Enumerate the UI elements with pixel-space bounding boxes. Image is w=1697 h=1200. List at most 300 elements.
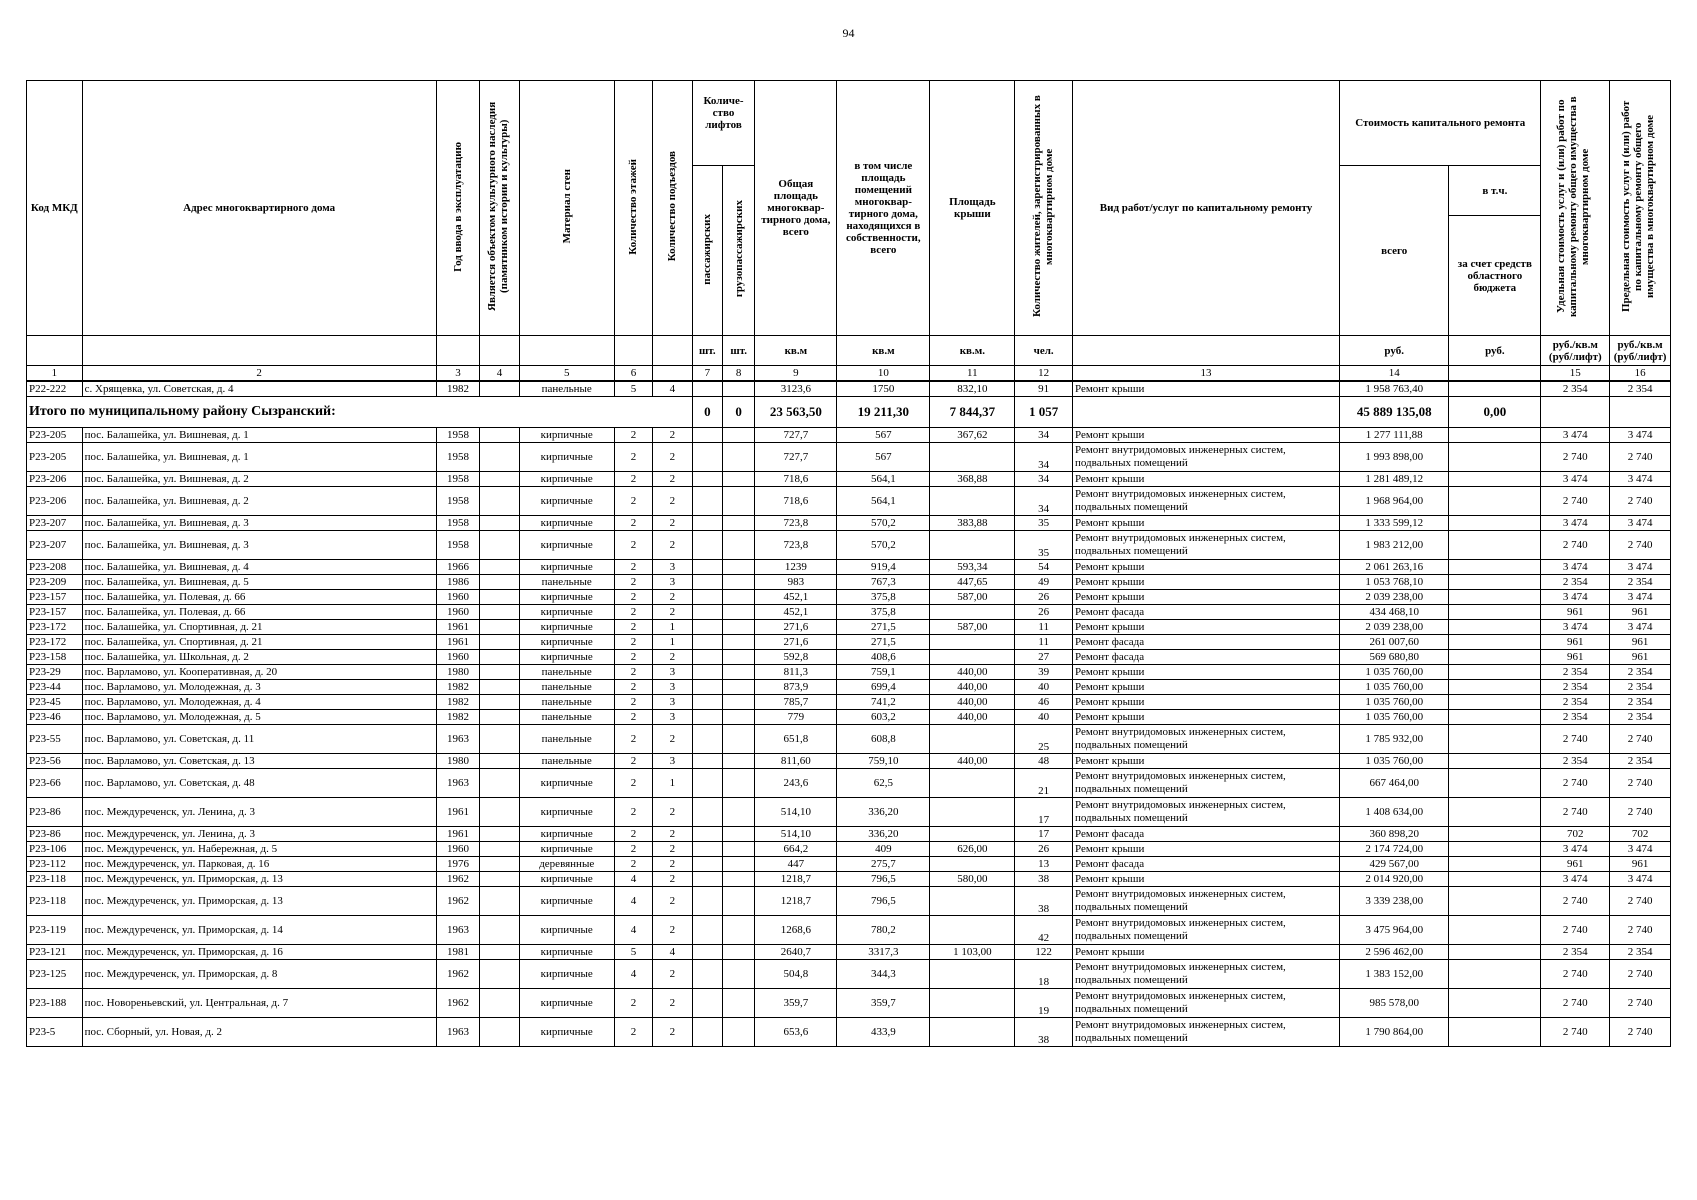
- cell-owned: 741,2: [837, 695, 930, 710]
- cell-lifts-cargo: [723, 695, 755, 710]
- column-number: 5: [519, 366, 614, 382]
- cell-floors: 2: [614, 575, 652, 590]
- cell-lifts-pass: [692, 798, 722, 827]
- header-lifts-cargo: грузопассажирских: [723, 166, 755, 336]
- cell-heritage: [480, 1018, 519, 1047]
- cell-unit: 3 474: [1541, 516, 1610, 531]
- cell-floors: 4: [614, 887, 652, 916]
- cell-regional: [1449, 560, 1541, 575]
- cell-heritage: [480, 560, 519, 575]
- cell-max: 2 740: [1610, 487, 1671, 516]
- cell-lifts-pass: [692, 769, 722, 798]
- cell-roof: [930, 1018, 1015, 1047]
- cell-heritage: [480, 916, 519, 945]
- column-number: 14: [1340, 366, 1449, 382]
- cell-year: 1960: [436, 605, 480, 620]
- cell-residents: 17: [1015, 827, 1073, 842]
- cell-code: Р23-86: [27, 827, 83, 842]
- cell-max: 2 740: [1610, 989, 1671, 1018]
- cell-lifts-cargo: [723, 754, 755, 769]
- cell-heritage: [480, 857, 519, 872]
- cell-code: Р23-29: [27, 665, 83, 680]
- cell-lifts-cargo: [723, 945, 755, 960]
- cell-roof: 587,00: [930, 620, 1015, 635]
- cell-floors: 2: [614, 472, 652, 487]
- cell-roof: [930, 725, 1015, 754]
- cell-unit: 2 354: [1541, 945, 1610, 960]
- cell-work: Ремонт внутридомовых инженерных систем, подвальных помещений: [1072, 916, 1339, 945]
- cell-year: 1960: [436, 590, 480, 605]
- cell-residents: 46: [1015, 695, 1073, 710]
- cell-residents: 91: [1015, 381, 1073, 397]
- cell-lifts-cargo: [723, 381, 755, 397]
- unit-empty: [614, 336, 652, 366]
- cell-entrances: 3: [653, 575, 692, 590]
- cell-unit: 961: [1541, 605, 1610, 620]
- cell-residents: 40: [1015, 680, 1073, 695]
- cell-regional: [1449, 680, 1541, 695]
- column-number: 6: [614, 366, 652, 382]
- header-roof-area: Площадь крыши: [930, 81, 1015, 336]
- cell-residents: 19: [1015, 989, 1073, 1018]
- cell-year: 1961: [436, 798, 480, 827]
- cell-entrances: 2: [653, 1018, 692, 1047]
- cell-area: 1268,6: [755, 916, 837, 945]
- cell-entrances: 2: [653, 516, 692, 531]
- table-row: [27, 665, 1671, 680]
- column-number: 9: [755, 366, 837, 382]
- table-row: [27, 857, 1671, 872]
- cell-heritage: [480, 590, 519, 605]
- cell-roof: 440,00: [930, 754, 1015, 769]
- total-empty: [1610, 397, 1671, 428]
- cell-area: 447: [755, 857, 837, 872]
- cell-entrances: 3: [653, 560, 692, 575]
- table-row: [27, 531, 1671, 560]
- cell-year: 1962: [436, 989, 480, 1018]
- cell-floors: 4: [614, 872, 652, 887]
- cell-area: 359,7: [755, 989, 837, 1018]
- cell-lifts-cargo: [723, 560, 755, 575]
- cell-roof: 383,88: [930, 516, 1015, 531]
- table-row: [27, 872, 1671, 887]
- cell-owned: 375,8: [837, 605, 930, 620]
- cell-unit: 3 474: [1541, 590, 1610, 605]
- cell-wall: кирпичные: [519, 620, 614, 635]
- column-number: 15: [1541, 366, 1610, 382]
- cell-code: Р22-222: [27, 381, 83, 397]
- cell-max: 2 354: [1610, 381, 1671, 397]
- cell-year: 1960: [436, 842, 480, 857]
- cell-work: Ремонт фасада: [1072, 635, 1339, 650]
- cell-regional: [1449, 872, 1541, 887]
- cell-entrances: 2: [653, 443, 692, 472]
- cell-work: Ремонт фасада: [1072, 857, 1339, 872]
- cell-wall: кирпичные: [519, 887, 614, 916]
- cell-unit: 2 740: [1541, 798, 1610, 827]
- cell-regional: [1449, 1018, 1541, 1047]
- cell-max: 3 474: [1610, 516, 1671, 531]
- table-row: [27, 428, 1671, 443]
- cell-address: пос. Междуреченск, ул. Приморская, д. 8: [82, 960, 436, 989]
- cell-lifts-pass: [692, 487, 722, 516]
- column-number: 13: [1072, 366, 1339, 382]
- cell-floors: 2: [614, 680, 652, 695]
- cell-area: 727,7: [755, 443, 837, 472]
- cell-max: 961: [1610, 650, 1671, 665]
- unit-roof-area: кв.м.: [930, 336, 1015, 366]
- cell-area: 514,10: [755, 798, 837, 827]
- cell-heritage: [480, 472, 519, 487]
- cell-lifts-pass: [692, 710, 722, 725]
- cell-residents: 34: [1015, 487, 1073, 516]
- cell-year: 1976: [436, 857, 480, 872]
- cell-area: 514,10: [755, 827, 837, 842]
- cell-address: пос. Балашейка, ул. Школьная, д. 2: [82, 650, 436, 665]
- cell-residents: 39: [1015, 665, 1073, 680]
- cell-wall: кирпичные: [519, 590, 614, 605]
- cell-code: Р23-205: [27, 443, 83, 472]
- cell-year: 1982: [436, 381, 480, 397]
- cell-regional: [1449, 487, 1541, 516]
- cell-floors: 2: [614, 560, 652, 575]
- cell-unit: 2 740: [1541, 1018, 1610, 1047]
- cell-wall: панельные: [519, 680, 614, 695]
- cell-residents: 35: [1015, 516, 1073, 531]
- cell-code: Р23-207: [27, 516, 83, 531]
- cell-work: Ремонт фасада: [1072, 827, 1339, 842]
- cell-entrances: 2: [653, 605, 692, 620]
- cell-floors: 2: [614, 635, 652, 650]
- cell-area: 504,8: [755, 960, 837, 989]
- table-row: [27, 487, 1671, 516]
- header-residents: Количество жителей, зарегистрированных в многоквартирном доме: [1015, 81, 1073, 336]
- cell-heritage: [480, 960, 519, 989]
- cell-code: Р23-157: [27, 590, 83, 605]
- cell-address: пос. Балашейка, ул. Вишневая, д. 3: [82, 516, 436, 531]
- cell-floors: 2: [614, 443, 652, 472]
- unit-empty: [519, 336, 614, 366]
- cell-max: 3 474: [1610, 842, 1671, 857]
- cell-address: пос. Балашейка, ул. Спортивная, д. 21: [82, 620, 436, 635]
- cell-entrances: 3: [653, 695, 692, 710]
- cell-heritage: [480, 635, 519, 650]
- cell-floors: 2: [614, 769, 652, 798]
- cell-unit: 3 474: [1541, 560, 1610, 575]
- cell-floors: 2: [614, 798, 652, 827]
- cell-owned: 564,1: [837, 472, 930, 487]
- total-lifts-pass: 0: [692, 397, 722, 428]
- cell-year: 1958: [436, 516, 480, 531]
- header-cost-regional: за счет средств областного бюджета: [1449, 216, 1541, 336]
- cell-unit: 2 740: [1541, 887, 1610, 916]
- cell-residents: 21: [1015, 769, 1073, 798]
- table-row: [27, 620, 1671, 635]
- cell-wall: панельные: [519, 725, 614, 754]
- cell-wall: кирпичные: [519, 443, 614, 472]
- cell-regional: [1449, 725, 1541, 754]
- cell-heritage: [480, 516, 519, 531]
- cell-heritage: [480, 872, 519, 887]
- cell-lifts-pass: [692, 590, 722, 605]
- cell-work: Ремонт внутридомовых инженерных систем, подвальных помещений: [1072, 725, 1339, 754]
- cell-regional: [1449, 381, 1541, 397]
- cell-code: Р23-206: [27, 472, 83, 487]
- column-number: 2: [82, 366, 436, 382]
- cell-roof: 593,34: [930, 560, 1015, 575]
- cell-code: Р23-46: [27, 710, 83, 725]
- table-row: [27, 754, 1671, 769]
- cell-roof: 626,00: [930, 842, 1015, 857]
- cell-lifts-pass: [692, 989, 722, 1018]
- cell-max: 961: [1610, 635, 1671, 650]
- cell-unit: 2 354: [1541, 754, 1610, 769]
- cell-work: Ремонт крыши: [1072, 560, 1339, 575]
- cell-residents: 11: [1015, 620, 1073, 635]
- cell-lifts-pass: [692, 1018, 722, 1047]
- cell-wall: панельные: [519, 381, 614, 397]
- cell-floors: 2: [614, 531, 652, 560]
- header-incl: в т.ч.: [1449, 166, 1541, 216]
- cell-residents: 26: [1015, 590, 1073, 605]
- cell-wall: кирпичные: [519, 560, 614, 575]
- table-row: [27, 575, 1671, 590]
- cell-wall: кирпичные: [519, 1018, 614, 1047]
- cell-lifts-pass: [692, 560, 722, 575]
- cell-work: Ремонт фасада: [1072, 605, 1339, 620]
- cell-owned: 767,3: [837, 575, 930, 590]
- table-row: [27, 725, 1671, 754]
- cell-unit: 2 740: [1541, 725, 1610, 754]
- cell-residents: 54: [1015, 560, 1073, 575]
- cell-lifts-pass: [692, 605, 722, 620]
- cell-floors: 2: [614, 428, 652, 443]
- cell-year: 1981: [436, 945, 480, 960]
- cell-entrances: 2: [653, 472, 692, 487]
- table-row: [27, 1018, 1671, 1047]
- cell-owned: 271,5: [837, 635, 930, 650]
- cell-entrances: 3: [653, 665, 692, 680]
- cell-year: 1962: [436, 887, 480, 916]
- table-row: [27, 916, 1671, 945]
- cell-work: Ремонт внутридомовых инженерных систем, подвальных помещений: [1072, 960, 1339, 989]
- cell-area: 873,9: [755, 680, 837, 695]
- cell-wall: кирпичные: [519, 605, 614, 620]
- page-number: 94: [842, 26, 855, 40]
- cell-owned: 780,2: [837, 916, 930, 945]
- cell-residents: 122: [1015, 945, 1073, 960]
- cell-entrances: 2: [653, 887, 692, 916]
- cell-work: Ремонт крыши: [1072, 695, 1339, 710]
- cell-heritage: [480, 620, 519, 635]
- cell-address: пос. Варламово, ул. Советская, д. 11: [82, 725, 436, 754]
- cell-address: с. Хрящевка, ул. Советская, д. 4: [82, 381, 436, 397]
- cell-lifts-cargo: [723, 1018, 755, 1047]
- cell-unit: 2 354: [1541, 680, 1610, 695]
- cell-heritage: [480, 754, 519, 769]
- cell-work: Ремонт внутридомовых инженерных систем, подвальных помещений: [1072, 531, 1339, 560]
- cell-entrances: 2: [653, 650, 692, 665]
- cell-lifts-pass: [692, 945, 722, 960]
- cell-floors: 2: [614, 710, 652, 725]
- cell-heritage: [480, 665, 519, 680]
- cell-area: 664,2: [755, 842, 837, 857]
- cell-owned: 433,9: [837, 1018, 930, 1047]
- cell-code: Р23-172: [27, 620, 83, 635]
- table-header: [27, 81, 1671, 382]
- total-empty: [1072, 397, 1339, 428]
- cell-regional: [1449, 620, 1541, 635]
- cell-code: Р23-158: [27, 650, 83, 665]
- cell-entrances: 3: [653, 680, 692, 695]
- cell-lifts-pass: [692, 472, 722, 487]
- cell-work: Ремонт фасада: [1072, 650, 1339, 665]
- cell-heritage: [480, 443, 519, 472]
- cell-work: Ремонт внутридомовых инженерных систем, подвальных помещений: [1072, 887, 1339, 916]
- cell-work: Ремонт крыши: [1072, 472, 1339, 487]
- cell-lifts-pass: [692, 680, 722, 695]
- cell-entrances: 2: [653, 916, 692, 945]
- cell-entrances: 2: [653, 725, 692, 754]
- cell-area: 452,1: [755, 590, 837, 605]
- cell-heritage: [480, 695, 519, 710]
- cell-entrances: 1: [653, 769, 692, 798]
- cell-lifts-cargo: [723, 620, 755, 635]
- cell-regional: [1449, 472, 1541, 487]
- cell-wall: кирпичные: [519, 531, 614, 560]
- cell-lifts-cargo: [723, 827, 755, 842]
- cell-wall: панельные: [519, 665, 614, 680]
- cell-work: Ремонт внутридомовых инженерных систем, подвальных помещений: [1072, 989, 1339, 1018]
- header-wall: Материал стен: [519, 81, 614, 336]
- cell-heritage: [480, 798, 519, 827]
- cell-work: Ремонт внутридомовых инженерных систем, подвальных помещений: [1072, 798, 1339, 827]
- table-row: [27, 887, 1671, 916]
- cell-regional: [1449, 989, 1541, 1018]
- cell-wall: панельные: [519, 695, 614, 710]
- unit-empty: [653, 336, 692, 366]
- cell-address: пос. Междуреченск, ул. Ленина, д. 3: [82, 827, 436, 842]
- cell-unit: 2 354: [1541, 381, 1610, 397]
- table-row: [27, 945, 1671, 960]
- cell-heritage: [480, 842, 519, 857]
- cell-work: Ремонт крыши: [1072, 590, 1339, 605]
- cell-year: 1963: [436, 916, 480, 945]
- cell-unit: 2 354: [1541, 575, 1610, 590]
- cell-lifts-cargo: [723, 650, 755, 665]
- cell-address: пос. Варламово, ул. Советская, д. 48: [82, 769, 436, 798]
- cell-residents: 42: [1015, 916, 1073, 945]
- header-unit-cost: Удельная стоимость услуг и (или) работ по капитальному ремонту общего имущества в многоквартирном доме: [1541, 81, 1610, 336]
- cell-entrances: 2: [653, 842, 692, 857]
- cell-wall: кирпичные: [519, 472, 614, 487]
- cell-regional: [1449, 635, 1541, 650]
- cell-roof: [930, 487, 1015, 516]
- cell-entrances: 2: [653, 857, 692, 872]
- total-empty: [1541, 397, 1610, 428]
- unit-max-cost: руб./кв.м (руб/лифт): [1610, 336, 1671, 366]
- cell-lifts-cargo: [723, 887, 755, 916]
- cell-residents: 34: [1015, 472, 1073, 487]
- cell-max: 3 474: [1610, 590, 1671, 605]
- cell-heritage: [480, 487, 519, 516]
- header-area-total: Общая площадь многоквар-тирного дома, всего: [755, 81, 837, 336]
- unit-unit-cost: руб./кв.м (руб/лифт): [1541, 336, 1610, 366]
- cell-lifts-pass: [692, 381, 722, 397]
- cell-code: Р23-209: [27, 575, 83, 590]
- cell-total: 2 061 263,16: [1340, 560, 1449, 575]
- cell-regional: [1449, 665, 1541, 680]
- cell-unit: 3 474: [1541, 842, 1610, 857]
- cell-floors: 2: [614, 487, 652, 516]
- cell-lifts-cargo: [723, 916, 755, 945]
- cell-area: 811,60: [755, 754, 837, 769]
- header-area-owned: в том числе площадь помещений многоквар-тирного дома, находящихся в собственности, всего: [837, 81, 930, 336]
- cell-regional: [1449, 428, 1541, 443]
- cell-area: 727,7: [755, 428, 837, 443]
- cell-total: 1 333 599,12: [1340, 516, 1449, 531]
- cell-owned: 567: [837, 443, 930, 472]
- unit-lifts-pass: шт.: [692, 336, 722, 366]
- cell-total: 1 983 212,00: [1340, 531, 1449, 560]
- unit-empty: [27, 336, 83, 366]
- cell-owned: 570,2: [837, 531, 930, 560]
- cell-address: пос. Балашейка, ул. Вишневая, д. 3: [82, 531, 436, 560]
- cell-year: 1961: [436, 620, 480, 635]
- cell-lifts-cargo: [723, 798, 755, 827]
- cell-work: Ремонт крыши: [1072, 575, 1339, 590]
- cell-year: 1966: [436, 560, 480, 575]
- cell-code: Р23-118: [27, 887, 83, 916]
- cell-entrances: 2: [653, 487, 692, 516]
- cell-lifts-cargo: [723, 635, 755, 650]
- cell-unit: 2 740: [1541, 443, 1610, 472]
- cell-address: пос. Сборный, ул. Новая, д. 2: [82, 1018, 436, 1047]
- total-residents: 1 057: [1015, 397, 1073, 428]
- cell-roof: [930, 857, 1015, 872]
- cell-heritage: [480, 887, 519, 916]
- cell-address: пос. Новореньевский, ул. Центральная, д. 7: [82, 989, 436, 1018]
- cell-address: пос. Варламово, ул. Кооперативная, д. 20: [82, 665, 436, 680]
- cell-total: 667 464,00: [1340, 769, 1449, 798]
- cell-total: 434 468,10: [1340, 605, 1449, 620]
- cell-area: 811,3: [755, 665, 837, 680]
- cell-wall: кирпичные: [519, 960, 614, 989]
- cell-roof: 832,10: [930, 381, 1015, 397]
- cell-floors: 2: [614, 857, 652, 872]
- cell-year: 1980: [436, 665, 480, 680]
- cell-unit: 3 474: [1541, 472, 1610, 487]
- cell-year: 1958: [436, 428, 480, 443]
- cell-regional: [1449, 516, 1541, 531]
- cell-max: 3 474: [1610, 872, 1671, 887]
- total-owned: 19 211,30: [837, 397, 930, 428]
- cell-regional: [1449, 916, 1541, 945]
- cell-lifts-cargo: [723, 443, 755, 472]
- cell-lifts-cargo: [723, 590, 755, 605]
- cell-unit: 2 354: [1541, 710, 1610, 725]
- cell-year: 1961: [436, 827, 480, 842]
- cell-lifts-pass: [692, 916, 722, 945]
- cell-work: Ремонт крыши: [1072, 620, 1339, 635]
- cell-area: 718,6: [755, 472, 837, 487]
- cell-roof: [930, 635, 1015, 650]
- unit-cost-regional: руб.: [1449, 336, 1541, 366]
- table-body: [27, 381, 1671, 1047]
- cell-wall: кирпичные: [519, 827, 614, 842]
- unit-empty: [436, 336, 480, 366]
- cell-floors: 2: [614, 842, 652, 857]
